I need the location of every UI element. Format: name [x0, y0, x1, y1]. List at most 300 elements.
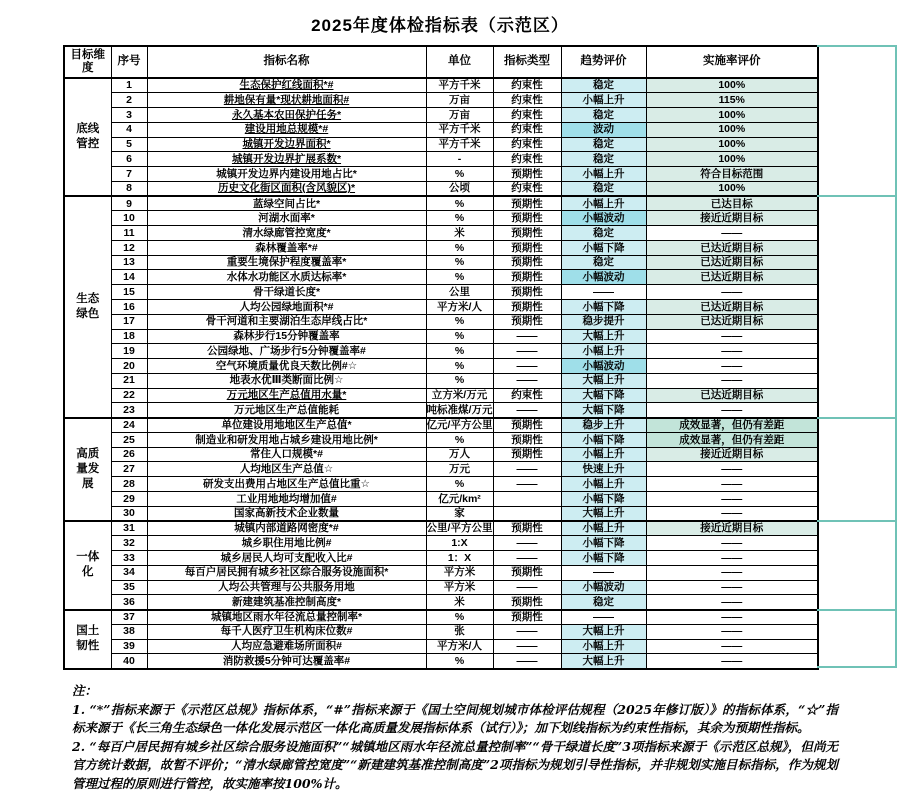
- cell-unit: 万元: [426, 462, 493, 477]
- table-row: [64, 462, 818, 477]
- cell-indicator-name: 森林覆盖率*#: [147, 240, 426, 255]
- cell-unit: %: [426, 329, 493, 344]
- cell-implementation-rate: ——: [646, 551, 818, 566]
- cell-implementation-rate: ——: [646, 344, 818, 359]
- cell-indicator-name: 人均公共管理与公共服务用地: [147, 580, 426, 595]
- cell-implementation-rate: 已达近期目标: [646, 314, 818, 329]
- cell-indicator-type: ——: [493, 373, 561, 388]
- cell-trend: 小幅上升: [561, 167, 646, 182]
- cell-indicator-name: 空气环境质量优良天数比例#☆: [147, 359, 426, 374]
- cell-trend: 小幅下降: [561, 299, 646, 314]
- cell-implementation-rate: ——: [646, 462, 818, 477]
- indicator-table: [63, 45, 819, 670]
- cell-indicator-name: 历史文化街区面积(含风貌区)*: [147, 181, 426, 196]
- cell-unit: 1：X: [426, 551, 493, 566]
- header-unit: 单位: [426, 46, 493, 78]
- cell-indicator-name: 森林步行15分钟覆盖率: [147, 329, 426, 344]
- table-row: [64, 314, 818, 329]
- cell-unit: 立方米/万元: [426, 388, 493, 403]
- cell-trend: ——: [561, 565, 646, 580]
- header-implementation-rate-evaluation: 实施率评价: [646, 46, 818, 78]
- cell-unit: 公顷: [426, 181, 493, 196]
- cell-indicator-type: 预期性: [493, 521, 561, 536]
- cell-serial-number: 27: [111, 462, 147, 477]
- cell-serial-number: 6: [111, 152, 147, 167]
- cell-indicator-name: 建设用地总规模*#: [147, 122, 426, 137]
- header-indicator-name: 指标名称: [147, 46, 426, 78]
- cell-indicator-type: 预期性: [493, 610, 561, 625]
- cell-implementation-rate: ——: [646, 359, 818, 374]
- cell-unit: %: [426, 654, 493, 669]
- table-row: [64, 521, 818, 536]
- cell-indicator-name: 新建建筑基准控制高度*: [147, 595, 426, 610]
- table-row: [64, 108, 818, 123]
- cell-unit: %: [426, 167, 493, 182]
- table-row: [64, 285, 818, 300]
- table-row: [64, 255, 818, 270]
- cell-trend: 稳定: [561, 181, 646, 196]
- cell-unit: %: [426, 314, 493, 329]
- cell-implementation-rate: 已达近期目标: [646, 388, 818, 403]
- cell-serial-number: 9: [111, 196, 147, 211]
- cell-indicator-type: 预期性: [493, 565, 561, 580]
- cell-indicator-type: ——: [493, 329, 561, 344]
- cell-unit: %: [426, 477, 493, 492]
- cell-unit: 平方米/人: [426, 299, 493, 314]
- cell-indicator-name: 人均地区生产总值☆: [147, 462, 426, 477]
- cell-trend: 小幅下降: [561, 551, 646, 566]
- cell-implementation-rate: ——: [646, 639, 818, 654]
- cell-indicator-type: 约束性: [493, 388, 561, 403]
- cell-indicator-name: 常住人口规模*#: [147, 447, 426, 462]
- cell-indicator-name: 重要生境保护程度覆盖率*: [147, 255, 426, 270]
- table-row: [64, 491, 818, 506]
- cell-indicator-name: 万元地区生产总值能耗: [147, 403, 426, 418]
- cell-trend: ——: [561, 610, 646, 625]
- cell-indicator-name: 研发支出费用占地区生产总值比重☆: [147, 477, 426, 492]
- table-row: [64, 536, 818, 551]
- cell-serial-number: 17: [111, 314, 147, 329]
- cell-implementation-rate: 100%: [646, 137, 818, 152]
- cell-indicator-type: ——: [493, 462, 561, 477]
- cell-implementation-rate: ——: [646, 565, 818, 580]
- cell-trend: 小幅波动: [561, 211, 646, 226]
- cell-serial-number: 30: [111, 506, 147, 521]
- cell-unit: %: [426, 196, 493, 211]
- cell-serial-number: 38: [111, 624, 147, 639]
- cell-trend: 大幅上升: [561, 624, 646, 639]
- cell-trend: 稳步提升: [561, 314, 646, 329]
- table-row: [64, 329, 818, 344]
- cell-indicator-name: 骨干河道和主要湖泊生态岸线占比*: [147, 314, 426, 329]
- cell-implementation-rate: ——: [646, 477, 818, 492]
- cell-indicator-type: [493, 506, 561, 521]
- cell-indicator-type: ——: [493, 344, 561, 359]
- table-row: [64, 359, 818, 374]
- cell-implementation-rate: ——: [646, 654, 818, 669]
- cell-serial-number: 40: [111, 654, 147, 669]
- cell-unit: 吨标准煤/万元: [426, 403, 493, 416]
- cell-indicator-type: 预期性: [493, 314, 561, 329]
- cell-indicator-name: 公园绿地、广场步行5分钟覆盖率#: [147, 344, 426, 359]
- table-row: [64, 580, 818, 595]
- cell-trend: 快速上升: [561, 462, 646, 477]
- cell-indicator-name: 国家高新技术企业数量: [147, 506, 426, 521]
- cell-serial-number: 35: [111, 580, 147, 595]
- cell-serial-number: 21: [111, 373, 147, 388]
- cell-indicator-type: 预期性: [493, 270, 561, 285]
- table-row: [64, 506, 818, 521]
- cell-indicator-name: 人均应急避难场所面积#: [147, 639, 426, 654]
- cell-implementation-rate: ——: [646, 373, 818, 388]
- cell-implementation-rate: 115%: [646, 93, 818, 108]
- cell-unit: %: [426, 610, 493, 625]
- cell-implementation-rate: 100%: [646, 152, 818, 167]
- cell-indicator-name: 水体水功能区水质达标率*: [147, 270, 426, 285]
- cell-unit: 平方千米: [426, 137, 493, 152]
- cell-unit: 万人: [426, 447, 493, 462]
- cell-implementation-rate: 符合目标范围: [646, 167, 818, 182]
- cell-indicator-type: 预期性: [493, 167, 561, 182]
- table-extension-vertical-line: [895, 45, 897, 668]
- cell-indicator-type: 预期性: [493, 447, 561, 462]
- table-row: [64, 403, 818, 418]
- cell-indicator-type: 约束性: [493, 181, 561, 196]
- table-row: [64, 122, 818, 137]
- table-row: [64, 624, 818, 639]
- cell-indicator-type: 预期性: [493, 226, 561, 241]
- cell-serial-number: 19: [111, 344, 147, 359]
- cell-serial-number: 13: [111, 255, 147, 270]
- cell-trend: 大幅上升: [561, 506, 646, 521]
- cell-unit: 公里/平方公里: [426, 522, 493, 535]
- cell-serial-number: 11: [111, 226, 147, 241]
- cell-indicator-type: 预期性: [493, 285, 561, 300]
- cell-serial-number: 22: [111, 388, 147, 403]
- cell-serial-number: 26: [111, 447, 147, 462]
- cell-serial-number: 7: [111, 167, 147, 182]
- table-row: [64, 78, 818, 93]
- table-extension-divider: [817, 609, 897, 611]
- cell-unit: 亿元/km²: [426, 491, 493, 506]
- cell-serial-number: 1: [111, 78, 147, 93]
- cell-trend: 小幅上升: [561, 639, 646, 654]
- cell-implementation-rate: ——: [646, 624, 818, 639]
- table-row: [64, 388, 818, 403]
- cell-serial-number: 20: [111, 359, 147, 374]
- cell-implementation-rate: ——: [646, 595, 818, 610]
- cell-trend: 小幅波动: [561, 580, 646, 595]
- cell-serial-number: 16: [111, 299, 147, 314]
- cell-indicator-type: 约束性: [493, 93, 561, 108]
- cell-indicator-type: 约束性: [493, 152, 561, 167]
- table-extension-divider: [817, 520, 897, 522]
- cell-unit: %: [426, 240, 493, 255]
- cell-trend: 稳定: [561, 595, 646, 610]
- group-label: 国土 韧性: [64, 610, 111, 669]
- cell-indicator-name: 城镇开发边界面积*: [147, 137, 426, 152]
- cell-implementation-rate: 接近近期目标: [646, 211, 818, 226]
- cell-trend: 小幅波动: [561, 359, 646, 374]
- cell-serial-number: 18: [111, 329, 147, 344]
- table-row: [64, 551, 818, 566]
- cell-implementation-rate: ——: [646, 491, 818, 506]
- cell-implementation-rate: ——: [646, 536, 818, 551]
- table-extension-divider: [817, 195, 897, 197]
- cell-indicator-type: ——: [493, 477, 561, 492]
- table-extension-divider: [817, 45, 897, 47]
- cell-indicator-name: 城乡职住用地比例#: [147, 536, 426, 551]
- footnote-item-1: 1. “*”指标来源于《示范区总规》指标体系，“#”指标来源于《国土空间规划城市体检评估规程（2025年修订版）》的指标体系，“☆”指标来源于《长三角生态绿色一体化发展示范区一体化高质量发展指标体系（试行）》；加下划线指标为约束性指标，其余为预期性指标。: [72, 701, 838, 735]
- cell-serial-number: 12: [111, 240, 147, 255]
- table-row: [64, 418, 818, 433]
- cell-implementation-rate: 已达目标: [646, 196, 818, 211]
- cell-indicator-name: 制造业和研发用地占城乡建设用地比例*: [147, 432, 426, 447]
- cell-unit: 米: [426, 226, 493, 241]
- table-row: [64, 447, 818, 462]
- cell-implementation-rate: 成效显著，但仍有差距: [646, 432, 818, 447]
- table-row: [64, 565, 818, 580]
- cell-indicator-name: 每百户居民拥有城乡社区综合服务设施面积*: [147, 565, 426, 580]
- cell-unit: %: [426, 255, 493, 270]
- cell-trend: 波动: [561, 122, 646, 137]
- cell-implementation-rate: ——: [646, 403, 818, 418]
- cell-unit: 亿元/平方公里: [426, 418, 493, 431]
- table-row: [64, 654, 818, 669]
- indicator-table-body: [64, 78, 818, 669]
- cell-indicator-name: 单位建设用地地区生产总值*: [147, 418, 426, 433]
- cell-trend: 稳定: [561, 78, 646, 93]
- cell-trend: 小幅上升: [561, 93, 646, 108]
- cell-trend: 小幅下降: [561, 491, 646, 506]
- cell-serial-number: 39: [111, 639, 147, 654]
- cell-indicator-name: 耕地保有量*现状耕地面积#: [147, 93, 426, 108]
- cell-indicator-name: 河湖水面率*: [147, 211, 426, 226]
- cell-indicator-type: ——: [493, 624, 561, 639]
- cell-indicator-name: 永久基本农田保护任务*: [147, 108, 426, 123]
- cell-serial-number: 28: [111, 477, 147, 492]
- cell-trend: 小幅上升: [561, 344, 646, 359]
- cell-serial-number: 31: [111, 521, 147, 536]
- cell-implementation-rate: ——: [646, 226, 818, 241]
- table-row: [64, 610, 818, 625]
- cell-trend: 稳定: [561, 137, 646, 152]
- table-row: [64, 137, 818, 152]
- cell-indicator-type: 预期性: [493, 595, 561, 610]
- cell-indicator-type: ——: [493, 580, 561, 595]
- cell-unit: %: [426, 270, 493, 285]
- cell-trend: ——: [561, 285, 646, 300]
- cell-implementation-rate: ——: [646, 285, 818, 300]
- table-row: [64, 270, 818, 285]
- cell-implementation-rate: 接近近期目标: [646, 447, 818, 462]
- table-extension-divider: [817, 417, 897, 419]
- cell-indicator-name: 城镇开发边界内建设用地占比*: [147, 167, 426, 182]
- cell-trend: 小幅下降: [561, 536, 646, 551]
- table-row: [64, 477, 818, 492]
- cell-trend: 稳定: [561, 152, 646, 167]
- cell-serial-number: 24: [111, 418, 147, 433]
- cell-indicator-type: ——: [493, 403, 561, 418]
- cell-indicator-type: 预期性: [493, 240, 561, 255]
- table-row: [64, 211, 818, 226]
- cell-implementation-rate: ——: [646, 506, 818, 521]
- cell-indicator-name: 每千人医疗卫生机构床位数#: [147, 624, 426, 639]
- cell-unit: 米: [426, 595, 493, 610]
- cell-indicator-type: 预期性: [493, 418, 561, 433]
- cell-serial-number: 25: [111, 432, 147, 447]
- cell-indicator-name: 城镇内部道路网密度*#: [147, 521, 426, 536]
- cell-trend: 小幅上升: [561, 447, 646, 462]
- cell-indicator-name: 万元地区生产总值用水量*: [147, 388, 426, 403]
- cell-serial-number: 37: [111, 610, 147, 625]
- cell-indicator-type: 约束性: [493, 78, 561, 93]
- cell-implementation-rate: ——: [646, 329, 818, 344]
- table-row: [64, 639, 818, 654]
- group-label: 底线 管控: [64, 78, 111, 196]
- cell-indicator-type: ——: [493, 359, 561, 374]
- cell-serial-number: 23: [111, 403, 147, 418]
- cell-indicator-type: 预期性: [493, 299, 561, 314]
- cell-unit: 平方千米: [426, 78, 493, 93]
- cell-indicator-name: 生态保护红线面积*#: [147, 78, 426, 93]
- cell-unit: 平方米/人: [426, 639, 493, 654]
- cell-indicator-name: 骨干绿道长度*: [147, 285, 426, 300]
- cell-serial-number: 33: [111, 551, 147, 566]
- table-row: [64, 196, 818, 211]
- cell-indicator-type: ——: [493, 536, 561, 551]
- footnote-item-2: 2. “每百户居民拥有城乡社区综合服务设施面积”“城镇地区雨水年径流总量控制率”“骨干绿道长度”3项指标来源于《示范区总规》，但尚无官方统计数据，故暂不评价；“清水绿廊管控宽度”“新建建筑基准控制高度”2项指标为规划引导性指标，并非规划实施目标指标，作为规划管理过程的原则进行管控，故实施率按100%计。: [72, 738, 838, 791]
- cell-implementation-rate: 成效显著，但仍有差距: [646, 418, 818, 433]
- table-row: [64, 595, 818, 610]
- cell-indicator-type: 预期性: [493, 196, 561, 211]
- cell-serial-number: 14: [111, 270, 147, 285]
- cell-unit: 平方米: [426, 580, 493, 595]
- cell-unit: %: [426, 432, 493, 447]
- cell-indicator-name: 城镇开发边界扩展系数*: [147, 152, 426, 167]
- header-target-dimension: 目标维度: [64, 46, 111, 78]
- cell-indicator-name: 城乡居民人均可支配收入比#: [147, 551, 426, 566]
- cell-unit: 公里: [426, 285, 493, 300]
- group-label: 生态 绿色: [64, 196, 111, 417]
- cell-unit: %: [426, 359, 493, 374]
- cell-unit: 万亩: [426, 108, 493, 123]
- cell-unit: 万亩: [426, 93, 493, 108]
- cell-implementation-rate: ——: [646, 580, 818, 595]
- table-row: [64, 373, 818, 388]
- cell-serial-number: 34: [111, 565, 147, 580]
- cell-serial-number: 10: [111, 211, 147, 226]
- page-title: 2025年度体检指标表（示范区）: [311, 16, 569, 35]
- cell-trend: 稳定: [561, 108, 646, 123]
- table-row: [64, 93, 818, 108]
- cell-trend: 小幅上升: [561, 521, 646, 536]
- cell-unit: %: [426, 344, 493, 359]
- cell-indicator-type: 预期性: [493, 255, 561, 270]
- cell-trend: 大幅下降: [561, 403, 646, 418]
- cell-serial-number: 5: [111, 137, 147, 152]
- cell-indicator-type: 预期性: [493, 432, 561, 447]
- header-indicator-type: 指标类型: [493, 46, 561, 78]
- cell-implementation-rate: 已达近期目标: [646, 255, 818, 270]
- cell-indicator-type: 预期性: [493, 211, 561, 226]
- cell-unit: %: [426, 373, 493, 388]
- cell-trend: 大幅上升: [561, 373, 646, 388]
- cell-unit: -: [426, 152, 493, 167]
- cell-trend: 大幅上升: [561, 654, 646, 669]
- cell-implementation-rate: 已达近期目标: [646, 240, 818, 255]
- cell-serial-number: 4: [111, 122, 147, 137]
- group-label: 高质 量发 展: [64, 418, 111, 521]
- cell-indicator-name: 清水绿廊管控宽度*: [147, 226, 426, 241]
- cell-unit: 1:X: [426, 536, 493, 551]
- cell-trend: 稳步上升: [561, 418, 646, 433]
- cell-indicator-type: [493, 491, 561, 506]
- table-row: [64, 226, 818, 241]
- cell-indicator-type: 约束性: [493, 137, 561, 152]
- cell-indicator-name: 工业用地地均增加值#: [147, 491, 426, 506]
- cell-serial-number: 2: [111, 93, 147, 108]
- footnotes: [72, 682, 838, 793]
- cell-indicator-name: 城镇地区雨水年径流总量控制率*: [147, 610, 426, 625]
- cell-implementation-rate: ——: [646, 610, 818, 625]
- cell-serial-number: 8: [111, 181, 147, 196]
- cell-indicator-name: 人均公园绿地面积*#: [147, 299, 426, 314]
- cell-indicator-type: ——: [493, 654, 561, 669]
- cell-unit: 张: [426, 624, 493, 639]
- cell-trend: 小幅波动: [561, 270, 646, 285]
- cell-serial-number: 3: [111, 108, 147, 123]
- footnote-label: 注：: [72, 683, 98, 698]
- cell-indicator-name: 蓝绿空间占比*: [147, 196, 426, 211]
- cell-trend: 稳定: [561, 226, 646, 241]
- header-row: [64, 46, 818, 78]
- cell-trend: 小幅下降: [561, 432, 646, 447]
- table-row: [64, 152, 818, 167]
- table-row: [64, 167, 818, 182]
- cell-trend: 小幅上升: [561, 196, 646, 211]
- cell-unit: %: [426, 211, 493, 226]
- cell-implementation-rate: 已达近期目标: [646, 270, 818, 285]
- cell-indicator-name: 消防救援5分钟可达覆盖率#: [147, 654, 426, 669]
- cell-trend: 稳定: [561, 255, 646, 270]
- cell-implementation-rate: 已达近期目标: [646, 299, 818, 314]
- table-row: [64, 181, 818, 196]
- cell-trend: 小幅上升: [561, 477, 646, 492]
- cell-trend: 大幅下降: [561, 388, 646, 403]
- cell-indicator-type: ——: [493, 639, 561, 654]
- cell-implementation-rate: 100%: [646, 78, 818, 93]
- cell-indicator-type: ——: [493, 551, 561, 566]
- table-row: [64, 299, 818, 314]
- cell-implementation-rate: 接近近期目标: [646, 521, 818, 536]
- cell-indicator-type: 约束性: [493, 108, 561, 123]
- cell-serial-number: 29: [111, 491, 147, 506]
- cell-unit: 平方米: [426, 565, 493, 580]
- table-row: [64, 344, 818, 359]
- cell-trend: 大幅上升: [561, 329, 646, 344]
- cell-serial-number: 32: [111, 536, 147, 551]
- cell-serial-number: 36: [111, 595, 147, 610]
- cell-indicator-name: 地表水优Ⅲ类断面比例☆: [147, 373, 426, 388]
- cell-implementation-rate: 100%: [646, 181, 818, 196]
- cell-indicator-type: 约束性: [493, 122, 561, 137]
- table-extension-divider: [817, 666, 897, 668]
- cell-unit: 家: [426, 506, 493, 521]
- group-label: 一体 化: [64, 521, 111, 610]
- header-serial-number: 序号: [111, 46, 147, 78]
- cell-implementation-rate: 100%: [646, 122, 818, 137]
